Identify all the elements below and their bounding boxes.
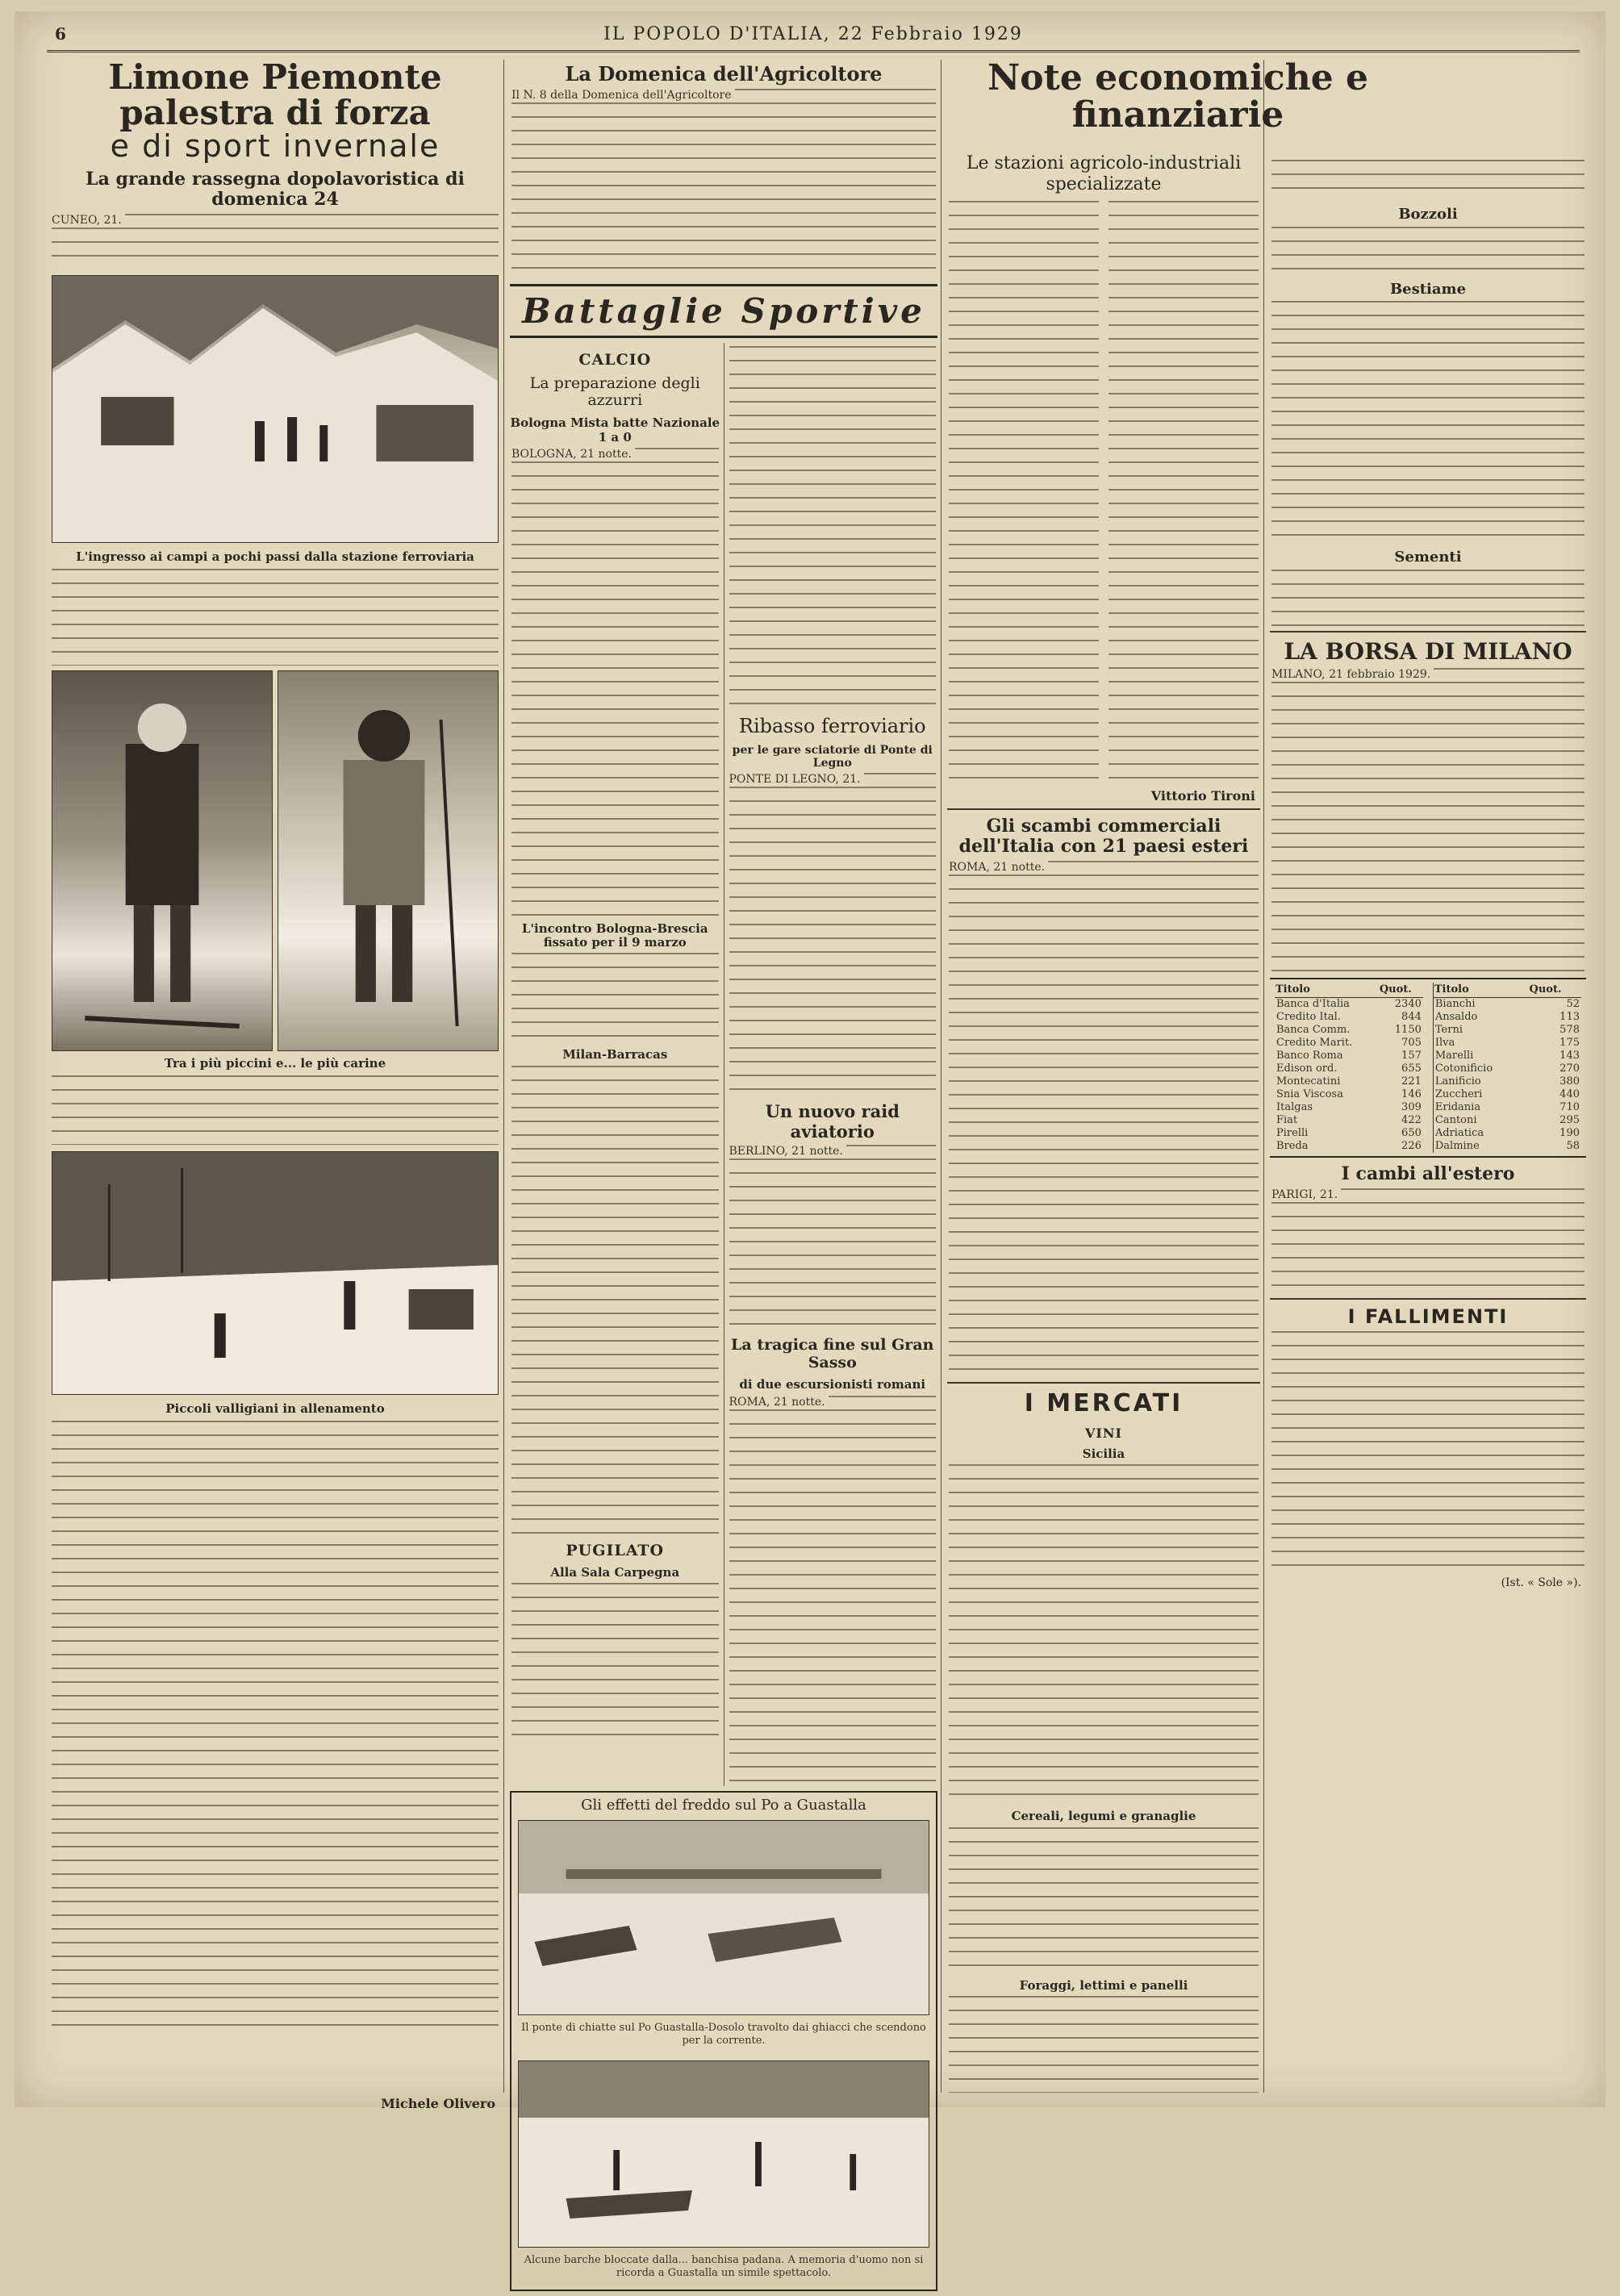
sport-col-left bbox=[507, 343, 724, 1786]
headline-raid: Un nuovo raid aviatorio bbox=[765, 1101, 900, 1142]
security-quote: 270 bbox=[1559, 1062, 1580, 1075]
article-body bbox=[511, 1583, 719, 1744]
article-body bbox=[52, 214, 499, 269]
subhead-limone: La grande rassegna dopolavoristica di domenica 24 bbox=[86, 169, 465, 211]
table-row bbox=[1275, 1127, 1423, 1140]
table-row bbox=[1433, 1024, 1581, 1037]
column-rule bbox=[941, 60, 942, 2093]
photo-pair bbox=[52, 670, 499, 1051]
headline-mercati: I MERCATI bbox=[1024, 1388, 1184, 1417]
dateline: ROMA, 21 notte. bbox=[949, 861, 1048, 874]
table-row bbox=[1433, 1088, 1581, 1101]
article-body bbox=[729, 346, 937, 709]
table-header: Quot. bbox=[1379, 983, 1423, 998]
article-body bbox=[729, 1145, 937, 1330]
sport-col-right bbox=[724, 343, 942, 1786]
article-body bbox=[1271, 301, 1585, 543]
caption-valligiani: Piccoli valligiani in allenamento bbox=[165, 1401, 385, 1416]
table-row bbox=[1275, 1037, 1423, 1050]
table-header: Titolo bbox=[1275, 983, 1379, 998]
table-row bbox=[1433, 1114, 1581, 1127]
subhead-gransasso: di due escursionisti romani bbox=[739, 1377, 926, 1392]
security-quote: 157 bbox=[1401, 1050, 1422, 1062]
security-name: Credito Marit. bbox=[1276, 1037, 1353, 1050]
photo-valligiani bbox=[52, 1151, 499, 1395]
security-quote: 380 bbox=[1559, 1075, 1580, 1088]
security-name: Fiat bbox=[1276, 1114, 1298, 1127]
headline-gransasso: La tragica fine sul Gran Sasso bbox=[731, 1335, 934, 1371]
dateline: Il N. 8 della Domenica dell'Agricoltore bbox=[511, 89, 735, 102]
security-name: Ilva bbox=[1434, 1037, 1455, 1050]
security-quote: 295 bbox=[1559, 1114, 1580, 1127]
security-quote: 440 bbox=[1559, 1088, 1580, 1101]
article-body bbox=[511, 89, 936, 279]
borsa-tables bbox=[1270, 978, 1586, 1158]
newspaper-title: IL POPOLO D'ITALIA, 22 Febbraio 1929 bbox=[603, 24, 1023, 44]
security-name: Marelli bbox=[1434, 1050, 1474, 1062]
security-quote: 710 bbox=[1559, 1101, 1580, 1114]
caption-ponte: Il ponte di chiatte sul Po Guastalla-Dosolo travolto dai ghiacci che scendono per la corrente. bbox=[521, 2022, 926, 2048]
article-body bbox=[949, 201, 1099, 782]
divider bbox=[1270, 631, 1586, 632]
headline-economia: Note economiche e finanziarie bbox=[987, 57, 1369, 136]
subhead-bologna: Bologna Mista batte Nazionale 1 a 0 bbox=[510, 415, 720, 445]
caption-barche: Alcune barche bloccate dalla... banchisa padana. A memoria d'uomo non si ricorda a Guastalla un simile spettacolo. bbox=[524, 2254, 924, 2280]
section-sport bbox=[507, 60, 941, 2296]
divider bbox=[947, 808, 1260, 810]
security-name: Lanificio bbox=[1434, 1075, 1481, 1088]
security-quote: 113 bbox=[1559, 1011, 1580, 1024]
subhead-sicilia: Sicilia bbox=[1082, 1446, 1125, 1462]
table-row bbox=[1275, 1062, 1423, 1075]
article-body bbox=[511, 448, 719, 916]
caption-piccini: Tra i più piccini e... le più carine bbox=[164, 1055, 386, 1071]
source-sole: (Ist. « Sole »). bbox=[1501, 1576, 1581, 1590]
kicker-calcio: CALCIO bbox=[578, 350, 652, 369]
table-row bbox=[1433, 1037, 1581, 1050]
headline-azzurri: La preparazione degli azzurri bbox=[529, 374, 700, 410]
photo-ponte bbox=[518, 1820, 929, 2015]
table-row bbox=[1275, 1011, 1423, 1024]
section-borsa bbox=[1267, 157, 1589, 1593]
table-row bbox=[1275, 1140, 1423, 1153]
photo-bambina bbox=[278, 670, 499, 1051]
box-freddo bbox=[510, 1791, 937, 2292]
dateline: PONTE DI LEGNO, 21. bbox=[729, 773, 864, 786]
headline-carpegna: Alla Sala Carpegna bbox=[550, 1564, 680, 1580]
security-name: Breda bbox=[1276, 1140, 1309, 1153]
headline-limone-2: e di sport invernale bbox=[110, 128, 440, 165]
security-name: Edison ord. bbox=[1276, 1062, 1338, 1075]
table-row bbox=[1275, 1075, 1423, 1088]
security-quote: 422 bbox=[1401, 1114, 1422, 1127]
security-name: Cotonificio bbox=[1434, 1062, 1493, 1075]
security-name: Ansaldo bbox=[1434, 1011, 1478, 1024]
security-quote: 2340 bbox=[1394, 998, 1422, 1011]
caption-ingresso: L'ingresso ai campi a pochi passi dalla stazione ferroviaria bbox=[76, 549, 474, 564]
headline-bozzoli: Bozzoli bbox=[1398, 206, 1458, 223]
headline-ribasso: Ribasso ferroviario bbox=[738, 714, 926, 737]
security-quote: 650 bbox=[1401, 1127, 1422, 1140]
article-body bbox=[949, 1827, 1259, 1972]
kicker-pugilato: PUGILATO bbox=[566, 1541, 665, 1559]
security-name: Montecatini bbox=[1276, 1075, 1341, 1088]
photo-bambino bbox=[52, 670, 273, 1051]
headline-cambi: I cambi all'estero bbox=[1341, 1163, 1515, 1185]
table-row bbox=[1433, 1140, 1581, 1153]
photo-barche bbox=[518, 2060, 929, 2248]
security-name: Snia Viscosa bbox=[1276, 1088, 1343, 1101]
security-name: Bianchi bbox=[1434, 998, 1476, 1011]
headline-borsa: LA BORSA DI MILANO bbox=[1284, 638, 1572, 666]
security-name: Italgas bbox=[1276, 1101, 1313, 1114]
table-row bbox=[1433, 1050, 1581, 1062]
table-row bbox=[1275, 1024, 1423, 1037]
signature: Michele Olivero bbox=[381, 2096, 495, 2111]
article-body bbox=[729, 773, 937, 1096]
table-row bbox=[1275, 1114, 1423, 1127]
article-body bbox=[52, 1421, 499, 2034]
headline-fallimenti: I FALLIMENTI bbox=[1347, 1305, 1509, 1328]
table-row bbox=[1275, 998, 1423, 1012]
dateline: MILANO, 21 febbraio 1929. bbox=[1271, 668, 1434, 681]
subhead-ribasso: per le gare sciatorie di Ponte di Legno bbox=[732, 744, 933, 770]
security-quote: 705 bbox=[1401, 1037, 1422, 1050]
article-body bbox=[1271, 668, 1585, 975]
divider bbox=[947, 1382, 1260, 1384]
article-body bbox=[949, 1996, 1259, 2093]
column-rule bbox=[1263, 60, 1264, 2093]
security-name: Banca d'Italia bbox=[1276, 998, 1350, 1011]
security-name: Pirelli bbox=[1276, 1127, 1309, 1140]
table-header: Quot. bbox=[1529, 983, 1581, 998]
article-body bbox=[1271, 570, 1585, 626]
security-name: Zuccheri bbox=[1434, 1088, 1483, 1101]
security-quote: 175 bbox=[1559, 1037, 1580, 1050]
divider bbox=[1270, 1298, 1586, 1300]
signature-tironi: Vittorio Tironi bbox=[1150, 787, 1255, 804]
article-body bbox=[1109, 201, 1259, 782]
headline-agricoltore: La Domenica dell'Agricoltore bbox=[565, 62, 883, 86]
security-quote: 1150 bbox=[1394, 1024, 1422, 1037]
table-row bbox=[1433, 1075, 1581, 1088]
security-name: Dalmine bbox=[1434, 1140, 1480, 1153]
headline-foraggi: Foraggi, lettimi e panelli bbox=[1019, 1977, 1188, 1993]
article-body bbox=[949, 1464, 1259, 1803]
article-body bbox=[52, 569, 499, 666]
headline-milan: Milan-Barracas bbox=[562, 1047, 668, 1062]
article-body bbox=[949, 861, 1259, 1377]
headline-bestiame: Bestiame bbox=[1389, 280, 1467, 298]
sport-banner: Battaglie Sportive bbox=[510, 284, 937, 338]
dateline: CUNEO, 21. bbox=[52, 214, 125, 227]
headline-scambi: Gli scambi commerciali dell'Italia con 21 paesi esteri bbox=[958, 815, 1249, 858]
article-limone bbox=[47, 57, 503, 2111]
security-quote: 58 bbox=[1566, 1140, 1580, 1153]
column-rule bbox=[503, 60, 504, 2093]
dateline: BOLOGNA, 21 notte. bbox=[511, 448, 635, 461]
article-body bbox=[511, 1066, 719, 1534]
borsa-table-right bbox=[1433, 983, 1581, 1153]
table-header: Titolo bbox=[1433, 983, 1528, 998]
dateline: PARIGI, 21. bbox=[1271, 1188, 1341, 1201]
article-body bbox=[1271, 1331, 1585, 1573]
subhead-stazioni: Le stazioni agricolo-industriali specializzate bbox=[966, 153, 1242, 194]
headline-sementi: Sementi bbox=[1394, 549, 1462, 566]
headline-limone: Limone Piemonte palestra di forza bbox=[108, 57, 442, 133]
article-body bbox=[1271, 160, 1585, 200]
table-row bbox=[1433, 1101, 1581, 1114]
security-name: Eridania bbox=[1434, 1101, 1481, 1114]
page-number: 6 bbox=[55, 24, 66, 44]
security-name: Banco Roma bbox=[1276, 1050, 1343, 1062]
borsa-table-left bbox=[1275, 983, 1423, 1153]
security-quote: 143 bbox=[1559, 1050, 1580, 1062]
security-quote: 226 bbox=[1401, 1140, 1422, 1153]
table-row bbox=[1275, 1050, 1423, 1062]
economia-columns bbox=[944, 198, 1263, 785]
dateline: BERLINO, 21 notte. bbox=[729, 1145, 846, 1158]
table-row bbox=[1433, 1127, 1581, 1140]
security-quote: 578 bbox=[1559, 1024, 1580, 1037]
photo-ingresso bbox=[52, 275, 499, 543]
table-row bbox=[1433, 1062, 1581, 1075]
newspaper-page bbox=[15, 11, 1605, 2280]
table-row bbox=[1433, 998, 1581, 1012]
security-name: Cantoni bbox=[1434, 1114, 1477, 1127]
security-name: Adriatica bbox=[1434, 1127, 1484, 1140]
dateline: ROMA, 21 notte. bbox=[729, 1396, 829, 1409]
security-quote: 655 bbox=[1401, 1062, 1422, 1075]
table-row bbox=[1433, 1011, 1581, 1024]
article-body bbox=[729, 1396, 937, 1783]
security-quote: 844 bbox=[1401, 1011, 1422, 1024]
article-body bbox=[1271, 1188, 1585, 1293]
article-body bbox=[52, 1075, 499, 1145]
security-quote: 52 bbox=[1566, 998, 1580, 1011]
headline-cereali: Cereali, legumi e granaglie bbox=[1011, 1809, 1196, 1824]
headline-incontro: L'incontro Bologna-Brescia fissato per il 9 marzo bbox=[521, 920, 708, 950]
security-quote: 221 bbox=[1401, 1075, 1422, 1088]
security-quote: 146 bbox=[1401, 1088, 1422, 1101]
security-name: Terni bbox=[1434, 1024, 1463, 1037]
table-row bbox=[1275, 1088, 1423, 1101]
security-quote: 309 bbox=[1401, 1101, 1422, 1114]
article-body bbox=[1271, 227, 1585, 275]
security-name: Credito Ital. bbox=[1276, 1011, 1341, 1024]
sport-columns bbox=[507, 343, 941, 1786]
headline-freddo: Gli effetti del freddo sul Po a Guastalla bbox=[581, 1796, 866, 1814]
kicker-vini: VINI bbox=[1084, 1426, 1122, 1442]
table-row bbox=[1275, 1101, 1423, 1114]
article-body bbox=[511, 953, 719, 1042]
masthead bbox=[47, 18, 1580, 52]
security-quote: 190 bbox=[1559, 1127, 1580, 1140]
security-name: Banca Comm. bbox=[1276, 1024, 1351, 1037]
